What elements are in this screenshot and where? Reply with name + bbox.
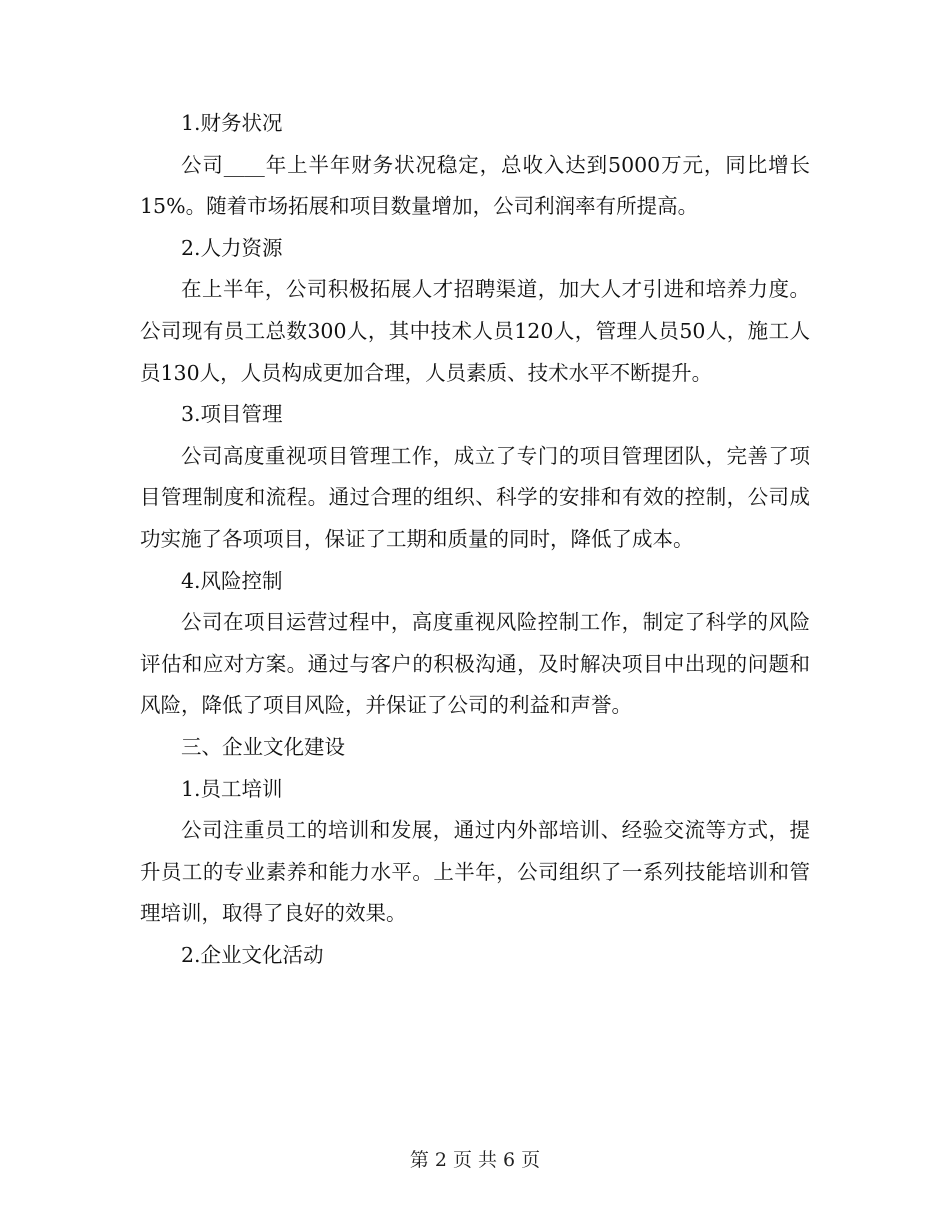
heading-financial-status: 1.财务状况	[181, 111, 283, 135]
paragraph-employee-training: 公司注重员工的培训和发展，通过内外部培训、经验交流等方式，提升员工的专业素养和能力水平。上半年，公司组织了一系列技能培训和管理培训，取得了良好的效果。	[140, 818, 810, 926]
page-number-footer: 第 2 页 共 6 页	[409, 1149, 541, 1171]
heading-risk-control: 4.风险控制	[181, 568, 283, 593]
heading-human-resources: 2.人力资源	[181, 235, 283, 260]
paragraph-project-management: 公司高度重视项目管理工作，成立了专门的项目管理团队，完善了项目管理制度和流程。通过合理的组织、科学的安排和有效的控制，公司成功实施了各项项目，保证了工期和质量的同时，降低了成本。	[140, 443, 810, 551]
paragraph-human-resources: 在上半年，公司积极拓展人才招聘渠道，加大人才引进和培养力度。公司现有员工总数300人，其中技术人员120人，管理人员50人，施工人员130人，人员构成更加合理，人员素质、技术水平不断提升。	[140, 277, 810, 385]
heading-project-management: 3.项目管理	[181, 402, 283, 427]
heading-culture-activities: 2.企业文化活动	[181, 942, 324, 967]
paragraph-financial-status: 公司____年上半年财务状况稳定，总收入达到5000万元，同比增长15%。随着市场拓展和项目数量增加，公司利润率有所提高。	[140, 152, 810, 219]
section-heading-corporate-culture: 三、企业文化建设	[181, 734, 345, 759]
document-body	[140, 103, 810, 976]
heading-employee-training: 1.员工培训	[181, 776, 283, 801]
paragraph-risk-control: 公司在项目运营过程中，高度重视风险控制工作，制定了科学的风险评估和应对方案。通过与客户的积极沟通，及时解决项目中出现的问题和风险，降低了项目风险，并保证了公司的利益和声誉。	[140, 610, 810, 718]
